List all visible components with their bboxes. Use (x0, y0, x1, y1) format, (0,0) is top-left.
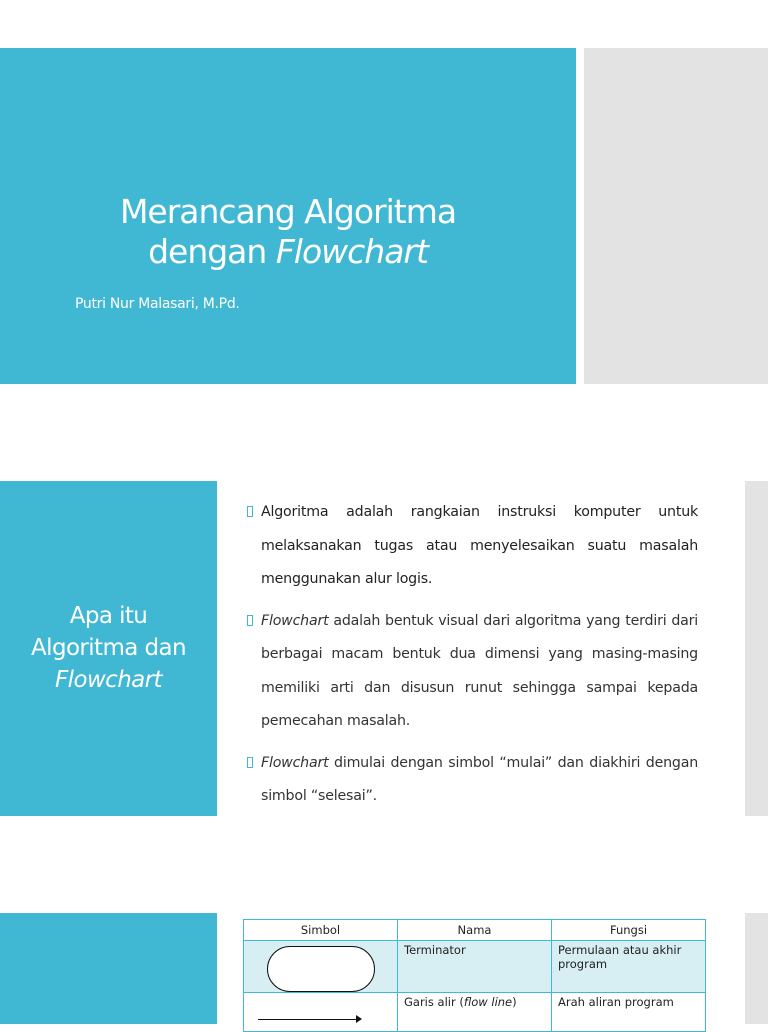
header-fungsi: Fungsi (552, 920, 706, 941)
definition-title-line-1: Apa itu (69, 603, 148, 629)
symbols-slide-side-panel (745, 913, 768, 1024)
title-line-2 (0, 232, 576, 272)
symbols-slide-panel (0, 913, 217, 1024)
header-simbol: Simbol (244, 920, 398, 941)
name-suffix: ) (512, 995, 517, 1009)
symbol-cell (244, 941, 398, 993)
table-row (244, 941, 706, 993)
presentation-title (0, 192, 576, 272)
bullet-text: dimulai dengan simbol “mulai” dan diakhiri dengan simbol “selesai”. (261, 754, 698, 804)
function-cell: Arah aliran program (552, 993, 706, 1032)
table-row (244, 993, 706, 1032)
title-line-2-italic: Flowchart (275, 232, 428, 271)
bullet-marker-icon (247, 506, 253, 517)
header-nama: Nama (398, 920, 552, 941)
definition-slide-side-panel (745, 481, 768, 816)
flowchart-symbols-table (243, 919, 706, 1032)
definition-bullet-list (247, 496, 698, 822)
bullet-item (247, 496, 698, 597)
definition-slide-title (0, 600, 217, 696)
bullet-italic-term: Flowchart (261, 754, 329, 771)
bullet-marker-icon (247, 757, 253, 768)
name-cell (398, 993, 552, 1032)
symbol-cell (244, 993, 398, 1032)
bullet-item (247, 605, 698, 739)
bullet-item (247, 747, 698, 814)
name-text: Garis alir ( (404, 995, 464, 1009)
title-slide-side-panel (584, 48, 768, 384)
author-name: Putri Nur Malasari, M.Pd. (75, 296, 240, 312)
name-text: Terminator (404, 943, 466, 957)
bullet-marker-icon (247, 615, 253, 626)
title-line-1: Merancang Algoritma (119, 192, 457, 231)
name-cell (398, 941, 552, 993)
name-italic: flow line (463, 995, 513, 1009)
bullet-text: adalah bentuk visual dari algoritma yang terdiri dari berbagai macam bentuk dua dimensi yang masing-masing memiliki arti dan disusun runut sehingga sampai kepada pemecahan masalah. (261, 612, 698, 729)
terminator-shape-icon (267, 946, 375, 992)
title-line-2-prefix: dengan (148, 232, 276, 271)
bullet-text: Algoritma adalah rangkaian instruksi komputer untuk melaksanakan tugas atau menyelesaikan suatu masalah menggunakan alur logis. (261, 504, 698, 587)
function-cell: Permulaan atau akhir program (552, 941, 706, 993)
table-header-row (244, 920, 706, 941)
flow-line-arrow-icon (244, 993, 397, 1023)
definition-title-line-2: Algoritma dan (31, 635, 186, 661)
definition-title-line-3: Flowchart (55, 667, 162, 693)
bullet-italic-term: Flowchart (261, 612, 329, 629)
